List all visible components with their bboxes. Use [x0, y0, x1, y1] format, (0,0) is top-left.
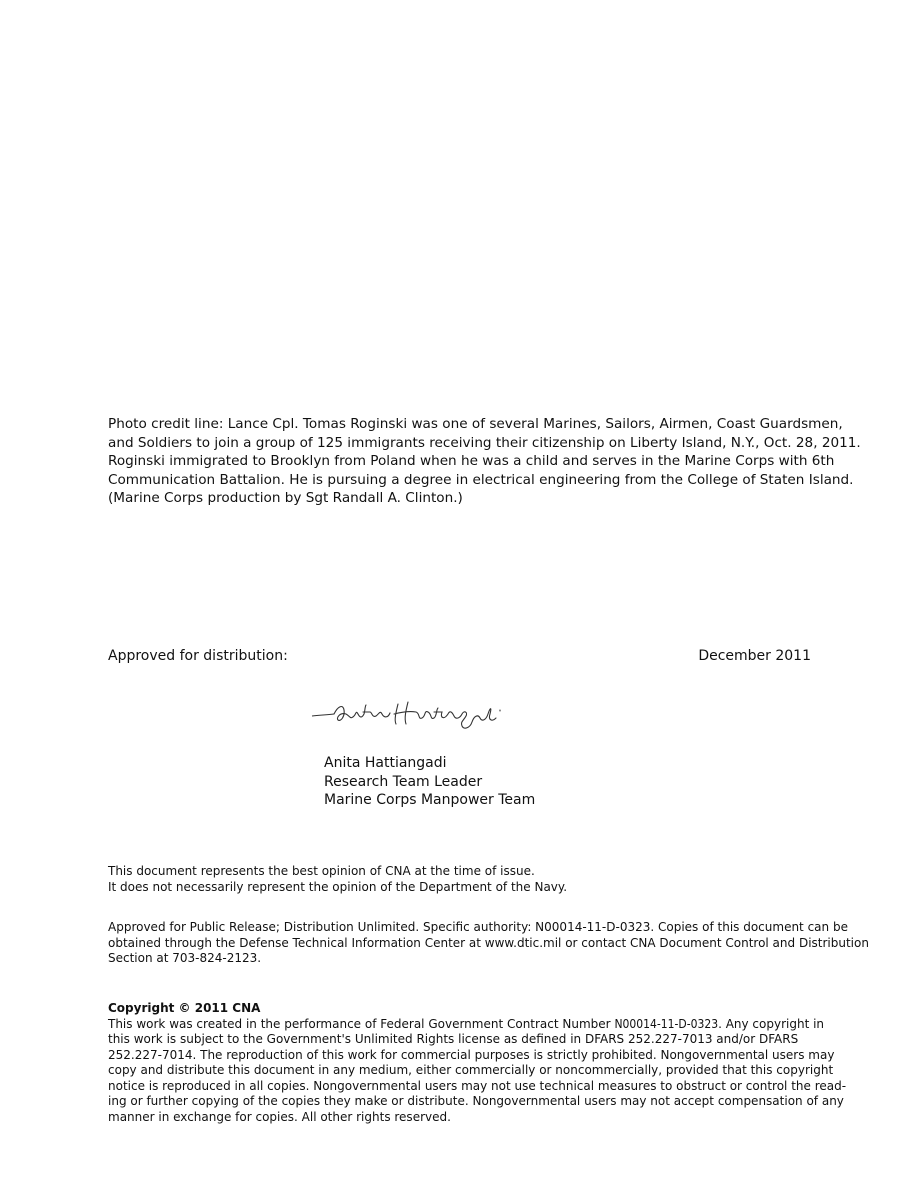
signer-title: Research Team Leader: [324, 773, 483, 790]
copyright-line: ing or further copying of the copies they make or distribute. Nongovernmental users may not accept compensation of any: [108, 1094, 844, 1108]
copyright-notice: [108, 1001, 846, 1125]
photo-credit-line: Roginski immigrated to Brooklyn from Poland when he was a child and serves in the Marine Corps with 6th: [108, 453, 835, 469]
photo-credit-line: Communication Battalion. He is pursuing a degree in electrical engineering from the College of Staten Island.: [108, 471, 854, 488]
release-line: Section at 703-824-2123.: [108, 951, 262, 965]
copyright-line: copy and distribute this document in any medium, either commercially or noncommercially, provided that this copyright: [108, 1063, 834, 1077]
photo-credit-line: and Soldiers to join a group of 125 immigrants receiving their citizenship on Liberty Island, N.Y., Oct. 28, 2011.: [108, 434, 861, 451]
opinion-disclaimer: [108, 864, 567, 895]
approval-label: Approved for distribution:: [108, 648, 288, 664]
copyright-suffix: . Any copyright in: [718, 1016, 825, 1031]
photo-credit-caption: [108, 415, 861, 508]
copyright-line: manner in exchange for copies. All other rights reserved.: [108, 1109, 451, 1124]
release-statement: [108, 920, 869, 967]
handwritten-signature: [310, 696, 510, 740]
approval-date: December 2011: [698, 648, 811, 664]
opinion-line: This document represents the best opinion of CNA at the time of issue.: [108, 864, 535, 878]
copyright-line: this work is subject to the Government's Unlimited Rights license as defined in DFARS 252.227-7013 and/or DFARS: [108, 1032, 799, 1046]
copyright-line: notice is reproduced in all copies. Nongovernmental users may not use technical measures to obstruct or control the read-: [108, 1078, 847, 1093]
copyright-prefix: This work was created in the performance of Federal Government Contract Number: [108, 1016, 615, 1031]
signer-block: [324, 754, 535, 810]
signer-name: Anita Hattiangadi: [324, 755, 447, 771]
copyright-line: [108, 1017, 846, 1033]
photo-credit-line: Photo credit line: Lance Cpl. Tomas Roginski was one of several Marines, Sailors, Airmen, Coast Guardsmen,: [108, 416, 843, 432]
release-line: obtained through the Defense Technical Information Center at www.dtic.mil or contact CNA Document Control and Distribution: [108, 935, 869, 950]
signer-team: Marine Corps Manpower Team: [324, 792, 536, 808]
contract-number: N00014-11-D-0323: [614, 1016, 719, 1031]
photo-credit-line: (Marine Corps production by Sgt Randall A. Clinton.): [108, 490, 463, 506]
copyright-line: 252.227-7014. The reproduction of this work for commercial purposes is strictly prohibited. Nongovernmental users may: [108, 1047, 835, 1062]
copyright-heading: Copyright © 2011 CNA: [108, 1001, 261, 1015]
opinion-line: It does not necessarily represent the opinion of the Department of the Navy.: [108, 879, 568, 894]
release-line: Approved for Public Release; Distribution Unlimited. Specific authority: N00014-11-D-0323. Copies of this document can be: [108, 920, 848, 934]
